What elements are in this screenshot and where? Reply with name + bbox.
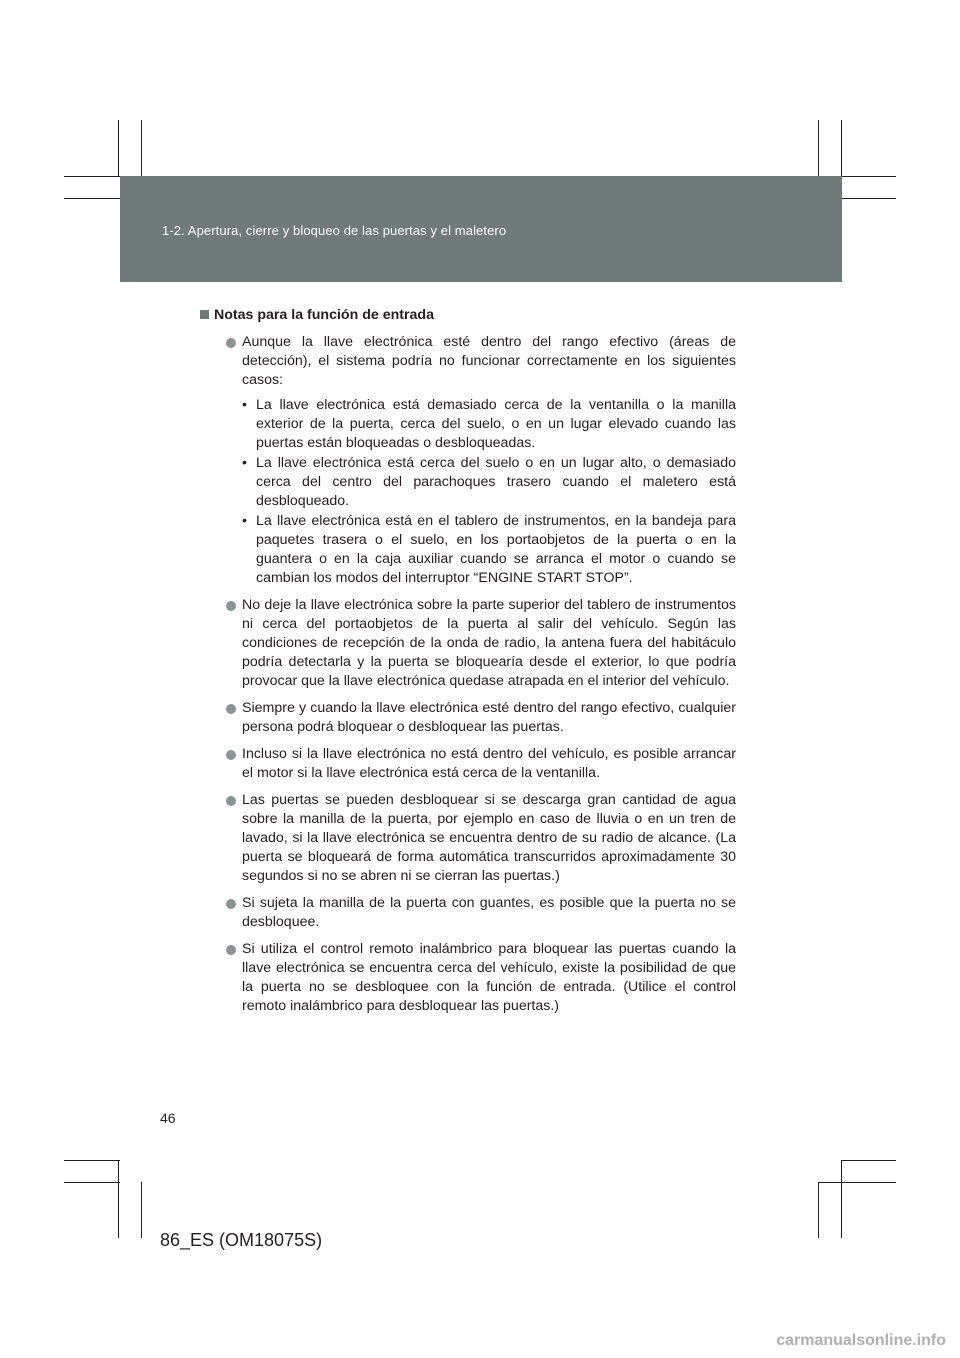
sub-list bbox=[242, 396, 736, 588]
crop-mark bbox=[818, 1182, 896, 1183]
crop-mark bbox=[64, 176, 120, 177]
square-bullet-icon bbox=[200, 310, 209, 319]
crop-mark bbox=[842, 1160, 896, 1161]
page-content bbox=[214, 306, 736, 1024]
crop-mark bbox=[841, 1160, 842, 1238]
crop-mark bbox=[118, 1160, 119, 1238]
list-item bbox=[214, 791, 736, 886]
list-item-text: Aunque la llave electrónica esté dentro del rango efectivo (áreas de detección), el sistema podría no funcionar correctamente en los siguientes casos: bbox=[242, 334, 736, 388]
dot-bullet-icon: • bbox=[242, 513, 247, 529]
list-item-text: Si sujeta la manilla de la puerta con guantes, es posible que la puerta no se desbloquee. bbox=[242, 895, 736, 930]
circle-bullet-icon bbox=[226, 899, 236, 909]
sub-list-item bbox=[242, 454, 736, 511]
list-item bbox=[214, 745, 736, 783]
list-item-text: No deje la llave electrónica sobre la parte superior del tablero de instrumentos ni cerca del portaobjetos de la puerta al salir del vehículo. Según las condiciones de recepción de la onda de radio, la antena fuera del habitáculo podría detectarla y la puerta se bloquearía desde el exterior, lo que podría provocar que la llave electrónica quedase atrapada en el interior del vehículo. bbox=[242, 597, 736, 689]
crop-mark bbox=[64, 198, 120, 199]
sub-list-item-text: La llave electrónica está cerca del suelo o en un lugar alto, o demasiado cerca del centro del parachoques trasero cuando el maletero está desbloqueado. bbox=[256, 455, 736, 509]
sub-list-item bbox=[242, 512, 736, 588]
crop-mark bbox=[842, 176, 896, 177]
crop-mark bbox=[141, 120, 142, 176]
circle-bullet-icon bbox=[226, 704, 236, 714]
crop-mark bbox=[841, 120, 842, 176]
watermark: carmanualsonline.info bbox=[776, 1332, 946, 1349]
page-number: 46 bbox=[160, 1110, 176, 1126]
crop-mark bbox=[842, 198, 896, 199]
circle-bullet-icon bbox=[226, 338, 236, 348]
crop-mark bbox=[118, 120, 119, 176]
sub-list-item bbox=[242, 396, 736, 453]
list-item-text: Siempre y cuando la llave electrónica esté dentro del rango efectivo, cualquier persona podrá bloquear o desbloquear las puertas. bbox=[242, 700, 736, 735]
circle-bullet-icon bbox=[226, 945, 236, 955]
circle-bullet-icon bbox=[226, 796, 236, 806]
section-title-text: Notas para la función de entrada bbox=[214, 307, 434, 323]
list-item-text: Incluso si la llave electrónica no está dentro del vehículo, es posible arrancar el motor si la llave electrónica está cerca de la ventanilla. bbox=[242, 746, 736, 781]
section-title bbox=[200, 306, 722, 325]
crop-mark bbox=[64, 1182, 120, 1183]
dot-bullet-icon: • bbox=[242, 455, 247, 471]
list-item bbox=[214, 596, 736, 691]
list-item bbox=[214, 333, 736, 588]
crop-mark bbox=[818, 1182, 819, 1238]
footer-code: 86_ES (OM18075S) bbox=[160, 1230, 323, 1250]
crop-mark bbox=[818, 120, 819, 176]
list-item bbox=[214, 894, 736, 932]
crop-mark bbox=[64, 1160, 120, 1161]
list-item-text: Las puertas se pueden desbloquear si se descarga gran cantidad de agua sobre la manilla de la puerta, por ejemplo en caso de lluvia o en un tren de lavado, si la llave electrónica se encuentra dentro de su radio de alcance. (La puerta se bloqueará de forma automática transcurridos aproximadamente 30 segundos si no se abren ni se cierran las puertas.) bbox=[242, 792, 736, 884]
list-item-text: Si utiliza el control remoto inalámbrico para bloquear las puertas cuando la llave electrónica se encuentra cerca del vehículo, existe la posibilidad de que la puerta no se desbloquee con la función de entrada. (Utilice el control remoto inalámbrico para desbloquear las puertas.) bbox=[242, 941, 736, 1014]
sub-list-item-text: La llave electrónica está demasiado cerca de la ventanilla o la manilla exterior de la puerta, cerca del suelo, o en un lugar elevado cuando las puertas están bloqueadas o desbloqueadas. bbox=[256, 397, 736, 451]
list-item bbox=[214, 699, 736, 737]
header-band bbox=[120, 176, 842, 282]
dot-bullet-icon: • bbox=[242, 397, 247, 413]
crop-mark bbox=[141, 1182, 142, 1238]
sub-list-item-text: La llave electrónica está en el tablero de instrumentos, en la bandeja para paquetes trasera o el suelo, en los portaobjetos de la puerta o en la guantera o en la caja auxiliar cuando se arranca el motor o cuando se cambian los modos del interruptor “ENGINE START STOP”. bbox=[256, 513, 736, 586]
list-item bbox=[214, 940, 736, 1016]
circle-bullet-icon bbox=[226, 750, 236, 760]
section-header: 1-2. Apertura, cierre y bloqueo de las puertas y el maletero bbox=[162, 223, 507, 238]
circle-bullet-icon bbox=[226, 601, 236, 611]
